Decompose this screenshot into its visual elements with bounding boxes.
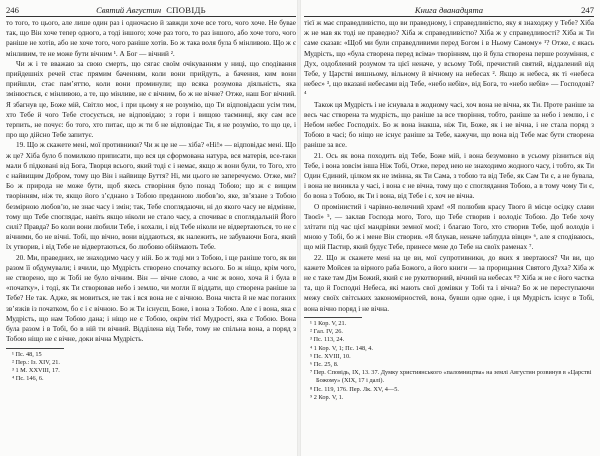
left-page	[6, 0, 296, 456]
left-footnotes	[6, 351, 296, 384]
footnote: ² Гал. IV, 26.	[310, 328, 343, 336]
paragraph: 21. Ось як вона походить від Тебе, Боже мій, і вона безумовно в усьому різниться від Тебе, і вона зовсім інша Ніж Тобі, Отже, перед нею не знаходимо жодного часу, і тобто, як Ти Один Єдиний, цілком як не змінна, як Ти Сама, з тобою та від Тебе, як Сам Ти є, а не бувала, і вона не виникла у часі, і вона є не вічна, тому що є споглядання Тобою, а в тому чому Ти є, бо вона з Тобою, як Ти і вона, від Тебе і є, хоч не вічна.	[304, 151, 594, 201]
running-head-title: СПОВІДЬ	[166, 5, 206, 15]
right-running-head: Книга дванадцята	[414, 5, 484, 15]
paragraph: 20. Ми, праведних, не знаходимо часу у ній. Бо ж тоді ми з Тобою, і ще раніше того, як ви разом її обдумували; і вчили, що Мудрість створено спочатку всього. Бо ж ніщо, крім чого, не створено, що ж Тобі не було вічним. Він — вічне слово, а чиє ж воно, хоча й і була в «початку», і тоді, як Ти створював небо і землю, чи могли її віддати, що створена раніше за Тебе? Не так. Адже, як мовиться, не так і вся вона не є вічною. Вона чиста й не має поганих зв’язків із початком, бо є і є вічною. Бо ж Ти існуєш, Боже, і вона з Тобою. Але є і вона, яка є Мудрість, що нам Тобою дана; і ніщо не є Тобою, окрім тієї Мудрості, яка є Тобою. Вона була разом і в Тобі, бо в ній ти вічний. Відділена від Тебе, тому не спільна вона, а поряд з Тобою ніщо не є вічне, доки вічна Мудрість.	[6, 253, 296, 344]
left-footnote-rule	[6, 348, 64, 349]
running-head-author: Святий Августин	[96, 5, 162, 15]
right-footnotes	[304, 320, 594, 402]
right-running-header	[304, 0, 594, 16]
book-gutter	[297, 0, 301, 456]
left-body-text	[6, 18, 296, 345]
right-body-text	[304, 18, 594, 314]
footnote: ³ 1 М. XXVIII, 17.	[12, 366, 60, 374]
footnote: ⁴ Пс. 146, 6.	[12, 375, 44, 383]
paragraph: то того, то цього, але лише один раз і одночасно й завжди хоче все того, чого хоче. Не бувае так, що Він хоче тепер одного, а тоді іншого; хоче раз того, то раз іншого, або хоче того, чого раніше не хотів, або не хоче того, чого раніше хотів. Бо ж така воля була б мінливою. Що ж є мінливим, те не може бути вічним ¹. А Бог — вічний ².	[6, 19, 296, 58]
footnote: ⁷ Пер. Сповідь, IX, 13. 37. Думку християнського «паломництва» на землі Августин розвинув в «Царстві Божому» (XIX, 17 і далі).	[310, 369, 592, 385]
left-running-header	[6, 0, 296, 16]
right-page-number: 247	[581, 5, 594, 15]
paragraph: 19. Що ж скажете мені, мої противники? Чи ж це не — хіба? «Ні!» — відповідає мені. Що ж це? Хіба було б помилкою приписати, що вся ця сформована натура, вся матерія, все-таки мали б підковані від Бога, Творця всього, який тоді є і немає, якщо ж вони були, то Того, хто є найвищим Добром, тому що Він і найвище Буття? Ні, ми цього не заперечуємо. Отже, ми? Бо ж природа не може бути, щоб якесь створіння було понад Тобою; що ж є вищим творінням, ніж те, якщо його з’єднано з Тобою преданною любов’ю, яке, зв’язане з Тобою безмірною любов’ю, не знає часу і змін; так, Тебе споглядаючи, ні до якого часу не відмінне, тому що Тебе споглядає, навіть якщо ніколи не стало часу, а спочиває в споглядальній Його силі? Правда? Бо коли вони любили Тебе, і кохали, і від Тебе ніколи не відвертаються, то не є вічними, бо не вічні. Тобі, що вічно, вони віддаються, як належить, не забуваючи Бога, який їх утворив, і від Тебе не відвертаються, бо любовю обіймають Тебе.	[6, 141, 296, 252]
footnote: ⁴ 1 Кор. V, 1; Пс. 148, 4.	[310, 344, 373, 352]
paragraph: О промінистий і чарівно-величний храм! «Я полюбив красу Твого й місце осідку слави Твоєї» ⁵, — заклав Господа мого, Того, що Тебе створив і володіє Тобою. До Тебе хочу злітати під час цієї мандрівки земної моєї; і благаю Того, хто створив Тебе, щоб володів і мною у Тобі, бо ж і мене Він створив. «Я блукав, неначе заблудла вівця» ⁶, але я сподіваюсь, що мій Пастир, який будує Тебе, принесе мене до Тебе на своїх раменах ⁷.	[304, 202, 594, 252]
left-page-number: 246	[6, 5, 19, 15]
footnote: ⁵ Пс. XVIII, 10.	[310, 352, 351, 360]
left-running-head	[6, 2, 296, 18]
footnote: ¹ 1 Кор. V, 21.	[310, 319, 347, 327]
paragraph: 22. Що ж скажете мені на це ви, мої супротивники, до яких я звертаюся? Чи ви, що кажете Мойсея за вірного раба Божого, а його книги — за прорицання Святого Духа? Хіба ж не є таке там Дім Божий, який є не рукотворний, вічний на небесах ⁸? Хіба ж не є його частка та, що й Господні Небеса, які мають свої домівки у Тобі та і вічна? Бо ж не переступаючи межу своїх світських закономірностей, вона, бувши одне одне, і ця Мудрість існує в Тобі, вона вічно поряд і не вічна.	[304, 253, 594, 313]
paragraph: Чи ж і те вважаю за свою смерть, що сягає своїм очікуванням у ниці, що сподівання прийдешніх речей стає прямим баченням, коли вони прийдуть, а бачення, ким вони прийшли, стає пам’яттю, коли вони проминули; що всяка розумова діяльність, яка змінюється, є мінливою, а те, що мінливе, не є вічним, бо ж не вічне? Отже, наш Бог вічний. Я збагнув це, Боже мій, Світло моє, і при цьому я не розумію, що Ти відповідаєш усім тим, хто Тебе й чого Тебе стосується, не відповідаю; з гори і вищою таємниці, яку сам все терпить, не почує: бо того, хто питає, що ж ти б не відповідає Ти, я не розумію, то що це, і про що дійсно Тебе запитує.	[6, 59, 296, 140]
right-footnote-rule	[304, 317, 362, 318]
footnote: ³ Пс. 113, 24.	[310, 336, 345, 344]
footnote: ¹ Пс. 48, 15	[12, 350, 42, 358]
footnote: ⁸ Пс. 119, 176. Пер. Лк. XV, 4—5.	[310, 385, 399, 393]
footnote: ⁶ Пс. 25, 8.	[310, 360, 339, 368]
right-page	[304, 0, 594, 456]
paragraph: Також ця Мудрість і не існувала в жодному часі, хоч вона не вічна, як Ти. Проте раніше за весь час створена та мудрість, що раніше за все творіння, тобто, раніше за небо і землю, і є Небом небес Господніх. Бо ж вона інакша, ніж Ти, Боже, як і не вічна, і не стала поряд з Тобою в часі; бо ніщо не існує раніше за Тебе, кажучи, що вона від Тебе має бути створена раніше за все.	[304, 100, 594, 150]
paragraph: тієї ж має справедливістю, що ви праведному, і справедливістю, яку я знаходжу у Тебе? Хіба ж не мав як тоді не праведно? Хіба ж справедливістю? Хіба ж у справедливості? Хіба ж Ти саме сказав: «Щоб ми були справедливими перед Богом і в Ньому Самому» ¹? Отже, є якась Мудрість, що «була створена перед всіма» творінням, що й була створена перше розуміння, є Дух, оздоблений розумом та цієї неначе, у всьому Тобі, пречистий святий, віддалений від Тебе, у Царстві вишньому, вільному й вічному на небесах ². Якщо ж небеса, як ті «небеса небес» ³, що вказані небесами від Тебе, «небо небів», від Бога, то «небо небів» — Господові? ⁴	[304, 19, 594, 99]
footnote: ⁹ 2 Кор. V, 1.	[310, 393, 344, 401]
footnote: ² Пер.: Із. XIV, 21.	[12, 358, 60, 366]
